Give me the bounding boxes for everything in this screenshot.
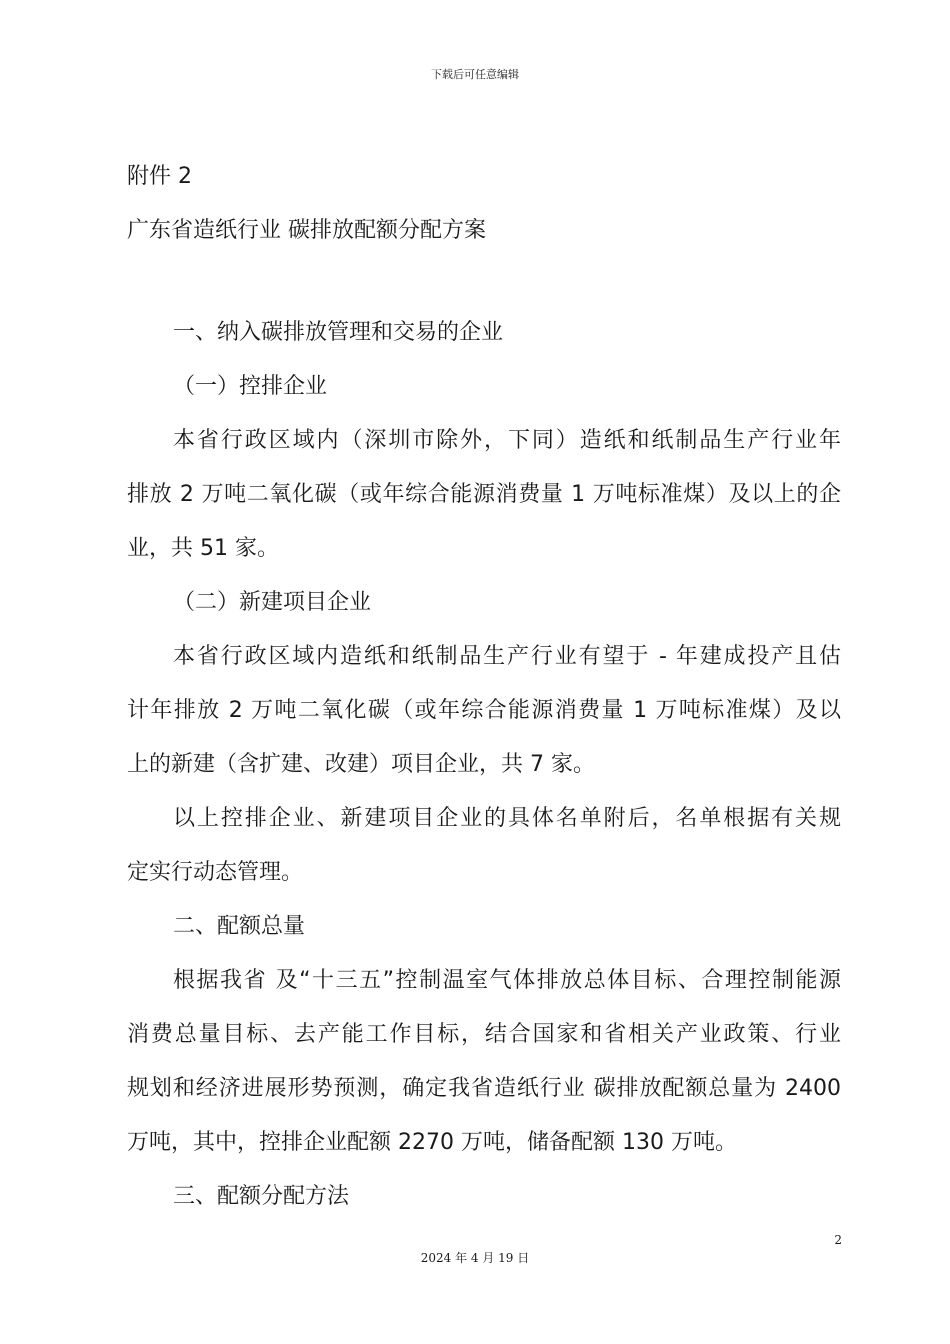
paragraph-3-line-1: 以上控排企业、新建项目企业的具体名单附后，名单根据有关规 xyxy=(173,806,841,831)
document-title: 广东省造纸行业 碳排放配额分配方案 xyxy=(127,218,486,243)
section-heading-1: 一、纳入碳排放管理和交易的企业 xyxy=(173,320,504,345)
paragraph-1-line-3: 业，共 51 家。 xyxy=(127,536,279,561)
attachment-label: 附件 2 xyxy=(127,164,192,189)
subsection-heading-2: （二）新建项目企业 xyxy=(173,590,372,615)
section-heading-3: 三、配额分配方法 xyxy=(173,1184,350,1209)
section-heading-2: 二、配额总量 xyxy=(173,914,306,939)
paragraph-4-line-3: 规划和经济进展形势预测，确定我省造纸行业 碳排放配额总量为 2400 xyxy=(127,1076,841,1101)
footer-date: 2024 年 4 月 19 日 xyxy=(420,1251,530,1265)
paragraph-4-line-1: 根据我省 及“十三五”控制温室气体排放总体目标、合理控制能源 xyxy=(173,968,841,993)
paragraph-2-line-3: 上的新建（含扩建、改建）项目企业，共 7 家。 xyxy=(127,752,595,777)
paragraph-1-line-2: 排放 2 万吨二氧化碳（或年综合能源消费量 1 万吨标准煤）及以上的企 xyxy=(127,482,841,507)
paragraph-4-line-4: 万吨，其中，控排企业配额 2270 万吨，储备配额 130 万吨。 xyxy=(127,1130,737,1155)
subsection-heading-1: （一）控排企业 xyxy=(173,374,328,399)
header-note: 下载后可任意编辑 xyxy=(431,68,519,81)
paragraph-1-line-1: 本省行政区域内（深圳市除外，下同）造纸和纸制品生产行业年 xyxy=(173,428,841,453)
page-number: 2 xyxy=(834,1233,842,1247)
paragraph-4-line-2: 消费总量目标、去产能工作目标，结合国家和省相关产业政策、行业 xyxy=(127,1022,841,1047)
document-body xyxy=(127,150,841,1224)
paragraph-2-line-1: 本省行政区域内造纸和纸制品生产行业有望于 - 年建成投产且估 xyxy=(173,644,841,669)
spacer xyxy=(127,258,841,306)
paragraph-2-line-2: 计年排放 2 万吨二氧化碳（或年综合能源消费量 1 万吨标准煤）及以 xyxy=(127,698,841,723)
paragraph-3-line-2: 定实行动态管理。 xyxy=(127,860,304,885)
